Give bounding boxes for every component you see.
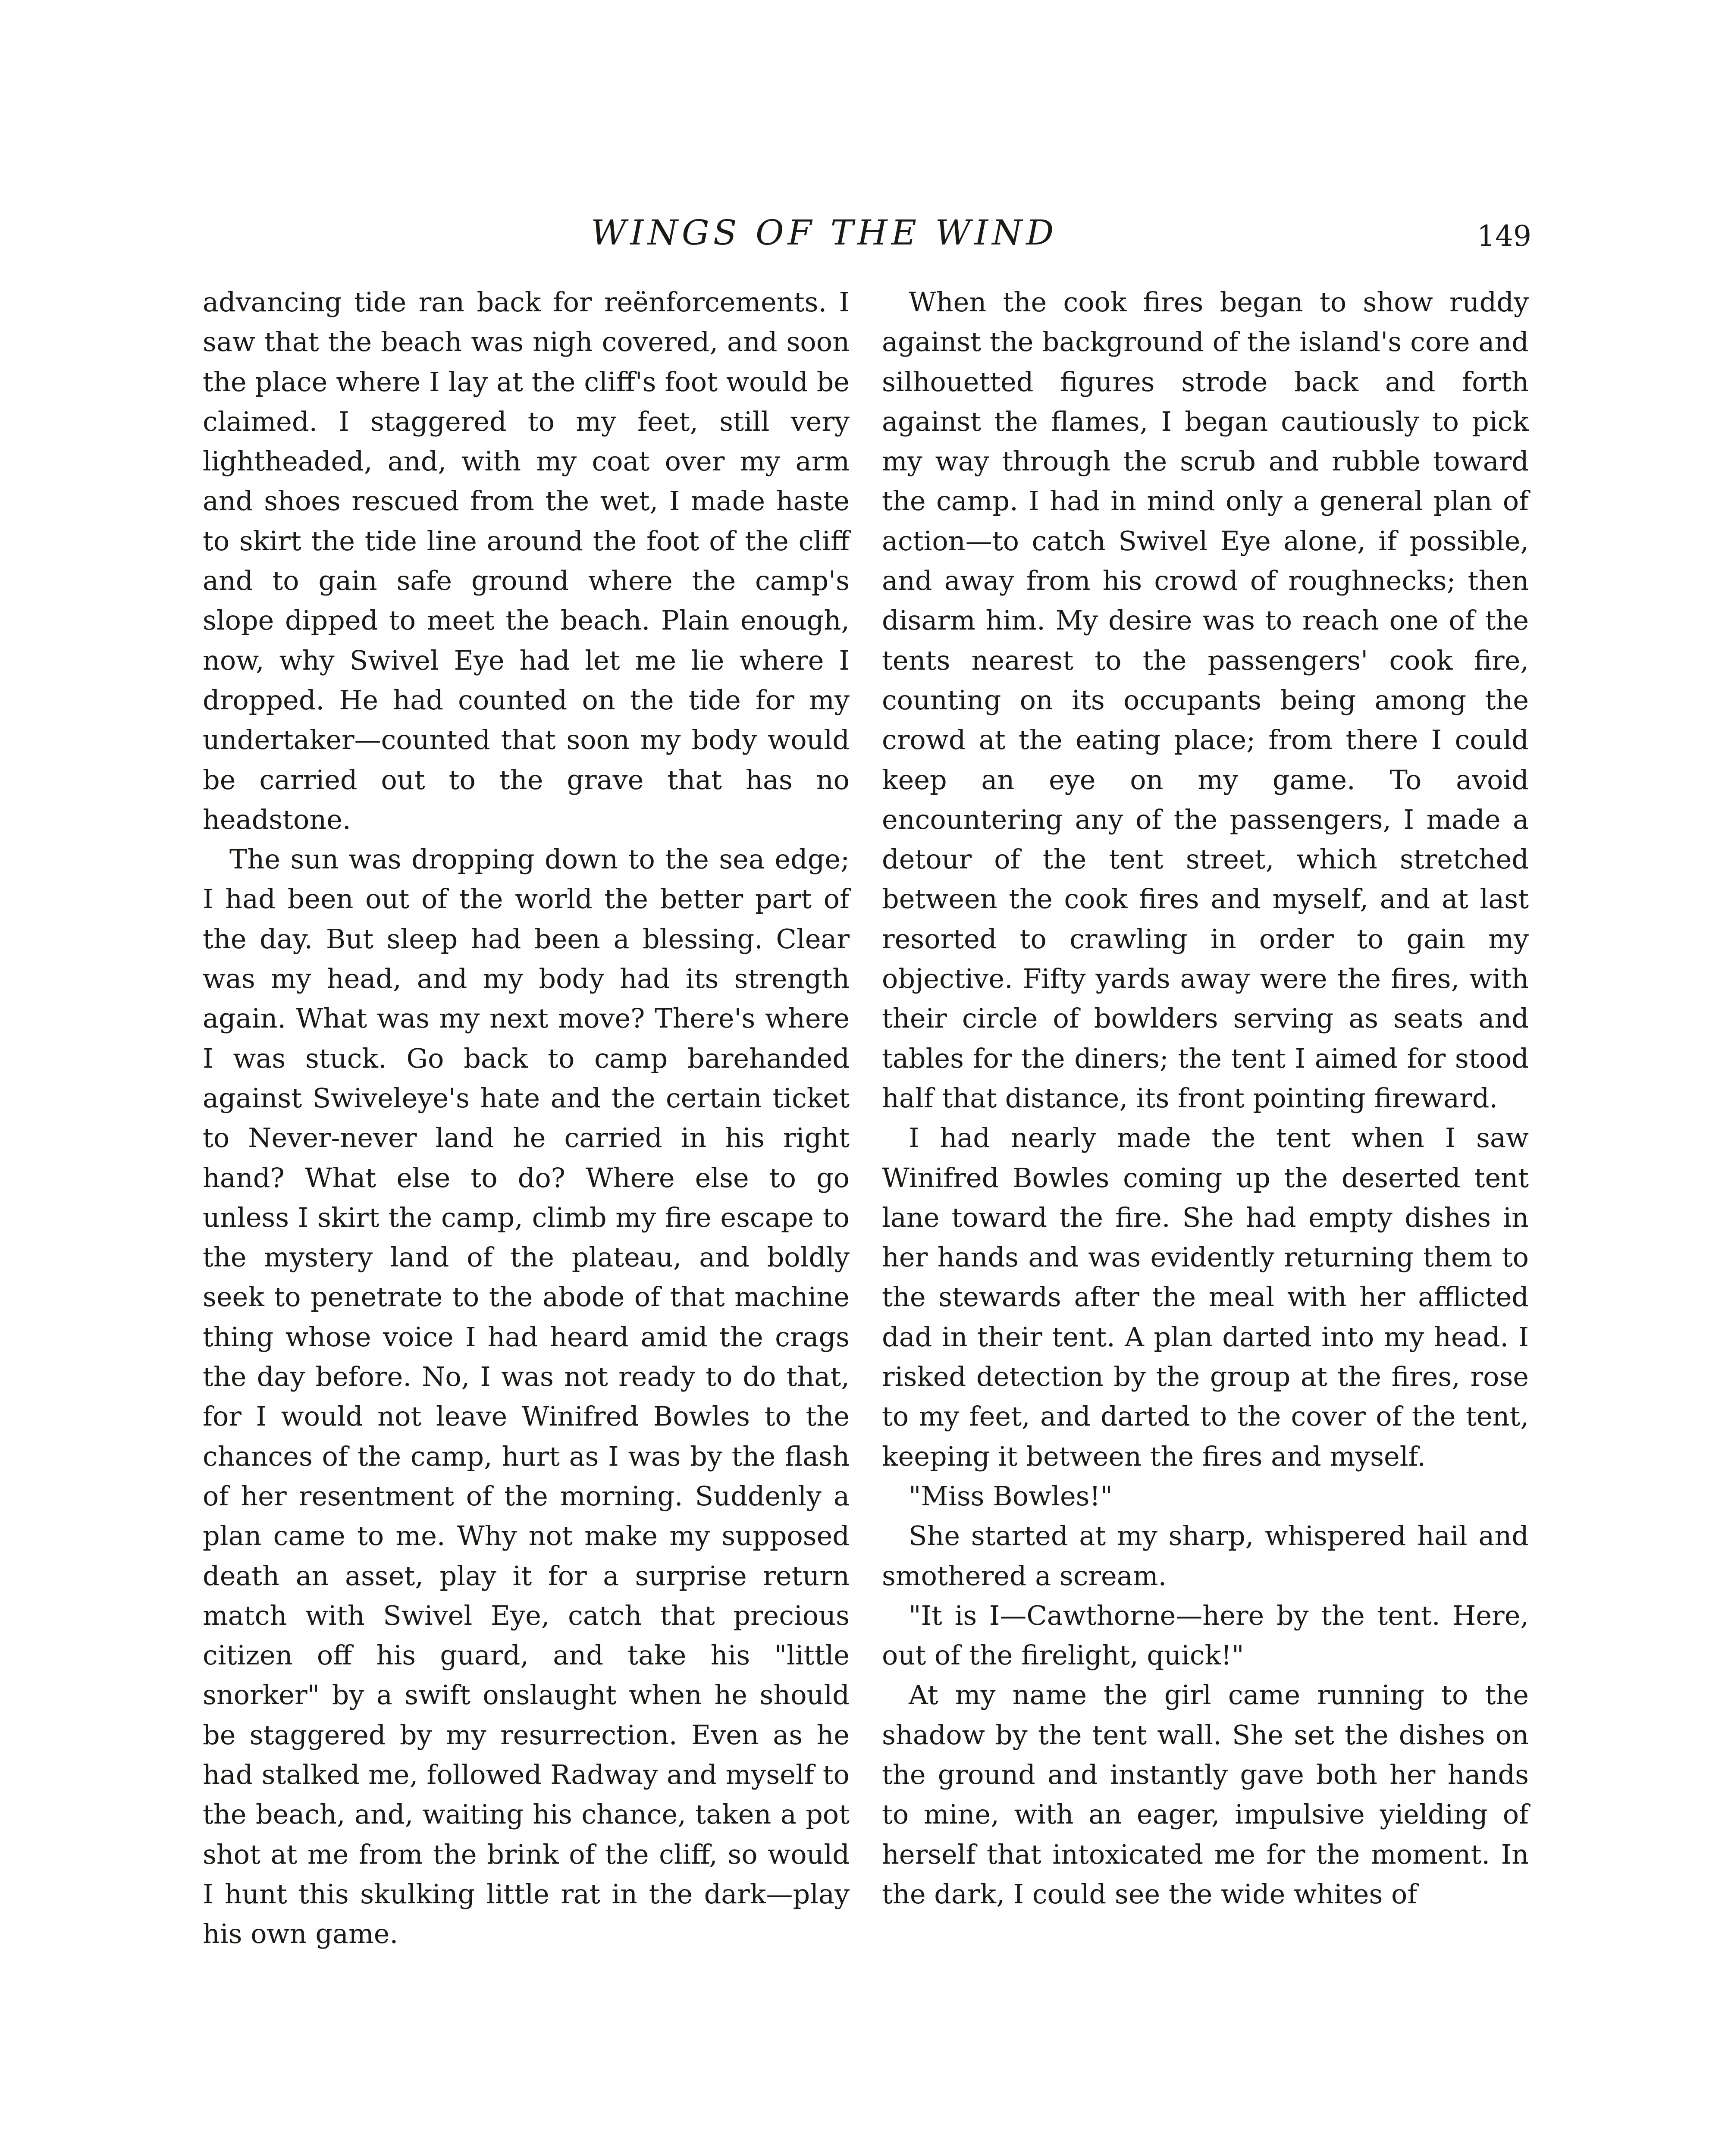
running-head [0, 211, 1725, 259]
paragraph: "Miss Bowles!" [909, 1480, 1113, 1512]
paragraph: I had nearly made the tent when I saw Winifred Bowles coming up the deserted tent lane toward the fire. She had empty dishes in her hands and was evidently returning them to the stewards after the meal with her afflicted dad in their tent. A plan darted into my head. I risked detection by the group at the fires, rose to my feet, and darted to the cover of the tent, keeping it between the fires and myself. [882, 1122, 1529, 1472]
paragraph: At my name the girl came running to the shadow by the tent wall. She set the dishes on the ground and instantly gave both her hands to mine, with an eager, impulsive yielding of herself that intoxicated me for the moment. In the dark, I could see the wide whites of [882, 1679, 1529, 1910]
paragraph: The sun was dropping down to the sea edge; I had been out of the world the better part of the day. But sleep had been a blessing. Clear was my head, and my body had its strength again. What was my next move? There's where I was stuck. Go back to camp barehanded against Swiveleye's hate and the certain ticket to Never-never land he carried in his right hand? What else to do? Where else to go unless I skirt the camp, climb my fire escape to the mystery land of the plateau, and boldly seek to penetrate to the abode of that machine thing whose voice I had heard amid the crags the day before. No, I was not ready to do that, for I would not leave Winifred Bowles to the chances of the camp, hurt as I was by the flash of her resentment of the morning. Suddenly a plan came to me. Why not make my supposed death an asset, play it for a surprise return match with Swivel Eye, catch that precious citizen off his guard, and take his "little snorker" by a swift onslaught when he should be staggered by my resurrection. Even as he had stalked me, followed Radway and myself to the beach, and, waiting his chance, taken a pot shot at me from the brink of the cliff, so would I hunt this skulking little rat in the dark—play his own game. [203, 843, 850, 1950]
paragraph: She started at my sharp, whispered hail and smothered a scream. [882, 1520, 1529, 1592]
paragraph: When the cook fires began to show ruddy against the background of the island's core and silhouetted figures strode back and forth against the flames, I began cautiously to pick my way through the scrub and rubble toward the camp. I had in mind only a general plan of action—to catch Swivel Eye alone, if possible, and away from his crowd of roughnecks; then disarm him. My desire was to reach one of the tents nearest to the passengers' cook fire, counting on its occupants being among the crowd at the eating place; from there I could keep an eye on my game. To avoid encountering any of the passengers, I made a detour of the tent street, which stretched between the cook fires and myself, and at last resorted to crawling in order to gain my objective. Fifty yards away were the fires, with their circle of bowlders serving as seats and tables for the diners; the tent I aimed for stood half that distance, its front pointing fireward. [882, 286, 1529, 1114]
running-title: WINGS OF THE WIND [591, 213, 1058, 253]
paragraph: advancing tide ran back for reënforcements. I saw that the beach was nigh covered, and soon the place where I lay at the cliff's foot would be claimed. I staggered to my feet, still very lightheaded, and, with my coat over my arm and shoes rescued from the wet, I made haste to skirt the tide line around the foot of the cliff and to gain safe ground where the camp's slope dipped to meet the beach. Plain enough, now, why Swivel Eye had let me lie where I dropped. He had counted on the tide for my undertaker—counted that soon my body would be carried out to the grave that has no headstone. [203, 286, 850, 835]
page-number: 149 [1477, 219, 1531, 253]
left-column [203, 282, 850, 1954]
right-column [882, 282, 1529, 1914]
paragraph: "It is I—Cawthorne—here by the tent. Here, out of the firelight, quick!" [882, 1599, 1529, 1671]
